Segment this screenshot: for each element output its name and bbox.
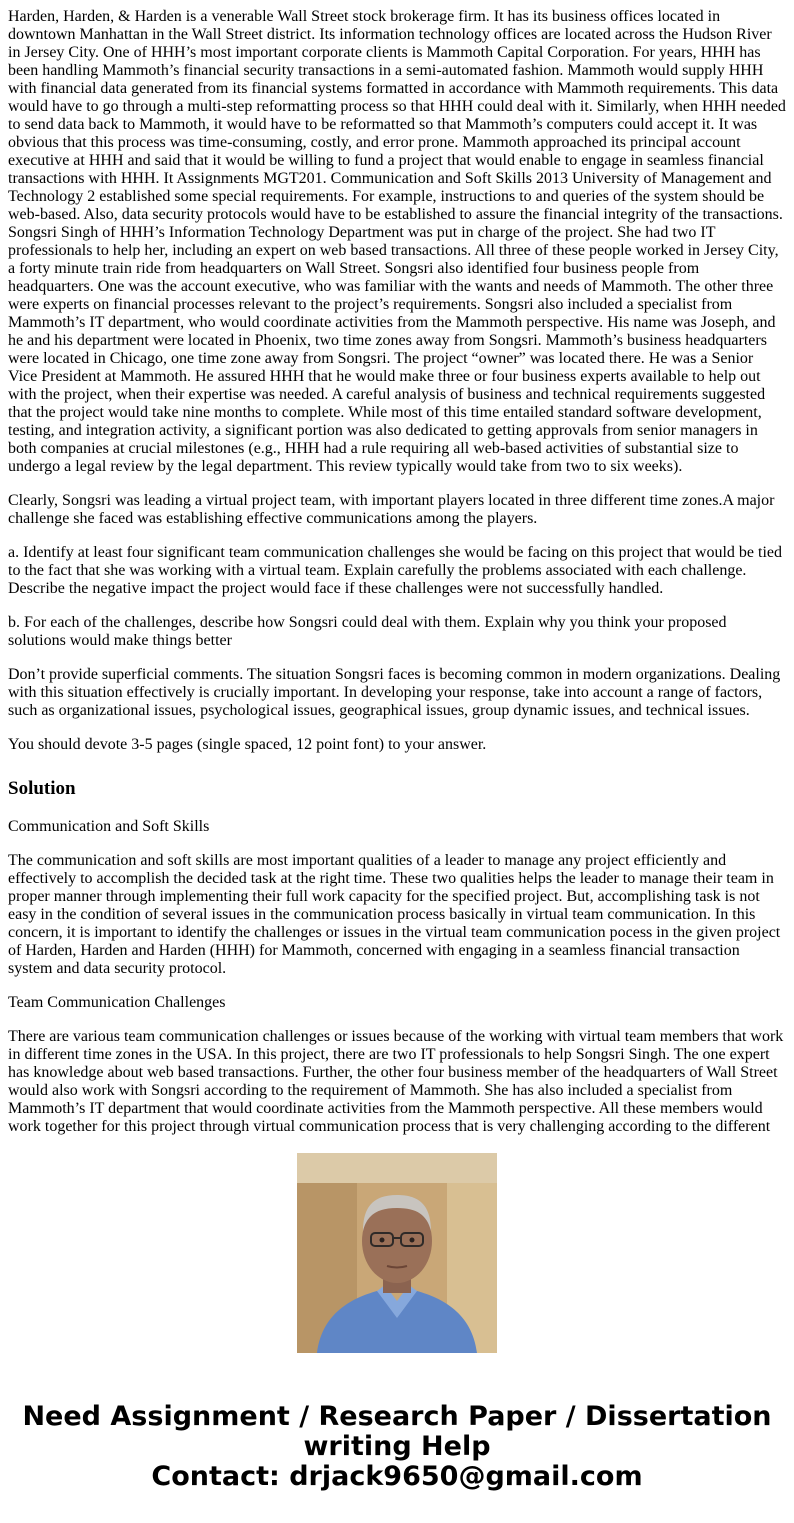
length-paragraph: You should devote 3-5 pages (single spaced, 12 point font) to your answer.: [8, 736, 487, 753]
promo-line-1: Need Assignment / Research Paper / Dissertation: [22, 1401, 772, 1432]
promo-banner: [0, 1402, 794, 1492]
promo-contact: Contact: drjack9650@gmail.com: [151, 1461, 643, 1492]
context-paragraph: Clearly, Songsri was leading a virtual project team, with important players located in three different time zones.A major challenge she faced was establishing effective communications among the players.: [8, 492, 775, 527]
intro-paragraph: Harden, Harden, & Harden is a venerable Wall Street stock brokerage firm. It has its business offices located in downtown Manhattan in the Wall Street district. Its information technology offices are located across the Hudson River in Jersey City. One of HHH’s most important corporate clients is Mammoth Capital Corporation. For years, HHH has been handling Mammoth’s financial security transactions in a semi-automated fashion. Mammoth would supply HHH with financial data generated from its financial systems formatted in accordance with Mammoth requirements. This data would have to go through a multi-step reformatting process so that HHH could deal with it. Similarly, when HHH needed to send data back to Mammoth, it would have to be reformatted so that Mammoth’s computers could accept it. It was obvious that this process was time-consuming, costly, and error prone. Mammoth approached its principal account executive at HHH and said that it would be willing to fund a project that would enable to engage in seamless financial transactions with HHH. It Assignments MGT201. Communication and Soft Skills 2013 University of Management and Technology 2 established some special requirements. For example, instructions to and queries of the system should be web-based. Also, data security protocols would have to be established to assure the financial integrity of the transactions. Songsri Singh of HHH’s Information Technology Department was put in charge of the project. She had two IT professionals to help her, including an expert on web based transactions. All three of these people worked in Jersey City, a forty minute train ride from headquarters on Wall Street. Songsri also identified four business people from headquarters. One was the account executive, who was familiar with the wants and needs of Mammoth. The other three were experts on financial processes relevant to the project’s requirements. Songsri also included a specialist from Mammoth’s IT department, who would coordinate activities from the Mammoth perspective. His name was Joseph, and he and his department were located in Phoenix, two time zones away from Songsri. Mammoth’s business headquarters were located in Chicago, one time zone away from Songsri. The project “owner” was located there. He was a Senior Vice President at Mammoth. He assured HHH that he would make three or four business experts available to help out with the project, when their expertise was needed. A careful analysis of business and technical requirements suggested that the project would take nine months to complete. While most of this time entailed standard software development, testing, and integration activity, a significant portion was also dedicated to getting approvals from senior managers in both companies at crucial milestones (e.g., HHH had a rule requiring all web-based activities of substantial size to undergo a legal review by the legal department. This review typically would take from two to six weeks).: [8, 8, 786, 475]
section-subtitle: Team Communication Challenges: [8, 994, 226, 1011]
document-body: [8, 0, 786, 1135]
solution-heading: Solution: [8, 778, 76, 799]
author-avatar: [297, 1153, 497, 1353]
question-b-paragraph: b. For each of the challenges, describe how Songsri could deal with them. Explain why you think your proposed solutions would make things better: [8, 614, 727, 649]
question-a-paragraph: a. Identify at least four significant team communication challenges she would be facing on this project that would be tied to the fact that she was working with a virtual team. Explain carefully the problems associated with each challenge. Describe the negative impact the project would face if these challenges were not successfully handled.: [8, 544, 782, 597]
person-photo-icon: [297, 1153, 497, 1353]
instructions-paragraph: Don’t provide superficial comments. The situation Songsri faces is becoming common in modern organizations. Dealing with this situation effectively is crucially important. In developing your response, take into account a range of factors, such as organizational issues, psychological issues, geographical issues, group dynamic issues, and technical issues.: [8, 666, 781, 719]
section-paragraph: There are various team communication challenges or issues because of the working with virtual team members that work in different time zones in the USA. In this project, there are two IT professionals to help Songsri Singh. The one expert has knowledge about web based transactions. Further, the other four business member of the headquarters of Wall Street would also work with Songsri according to the requirement of Mammoth. She has also included a specialist from Mammoth’s IT department that would coordinate activities from the Mammoth perspective. All these members would work together for this project through virtual communication process that is very challenging according to the different: [8, 1028, 784, 1135]
promo-line-2: writing Help: [303, 1431, 491, 1462]
solution-subtitle: Communication and Soft Skills: [8, 818, 210, 835]
solution-paragraph: The communication and soft skills are most important qualities of a leader to manage any project efficiently and effectively to accomplish the decided task at the right time. These two qualities helps the leader to manage their team in proper manner through implementing their full work capacity for the specified project. But, accomplishing task is not easy in the condition of several issues in the communication process basically in virtual team communication. In this concern, it is important to identify the challenges or issues in the virtual team communication pocess in the given project of Harden, Harden and Harden (HHH) for Mammoth, concerned with engaging in a seamless financial transaction system and data security protocol.: [8, 852, 781, 977]
